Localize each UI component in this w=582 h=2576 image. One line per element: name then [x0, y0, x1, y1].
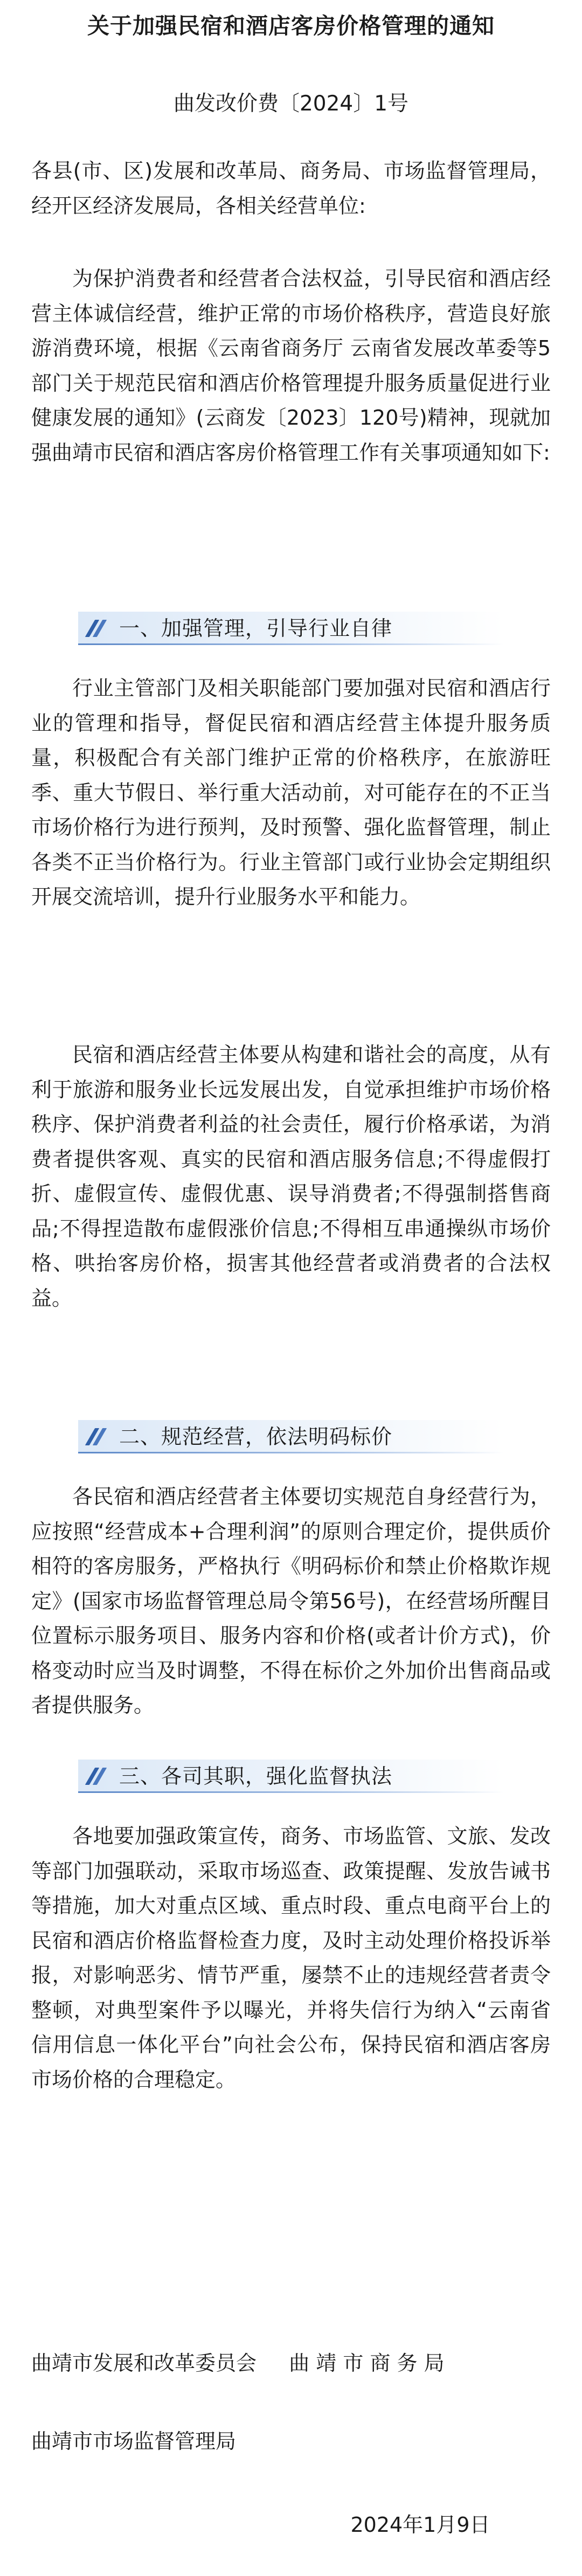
- signatory-row-2: [31, 2425, 551, 2457]
- double-slash-icon: [86, 1765, 109, 1787]
- signatory-row-1: [31, 2347, 551, 2379]
- heading-underline: [78, 643, 504, 645]
- document-title: 关于加强民宿和酒店客房价格管理的通知: [87, 13, 495, 39]
- signatory-commerce: 曲 靖 市 商 务 局: [289, 2351, 445, 2375]
- section-heading-label: 三、各司其职，强化监督执法: [119, 1764, 393, 1788]
- section-2-paragraph-1: 各民宿和酒店经营者主体要切实规范自身经营行为，应按照“经营成本+合理利润”的原则合理定价，提供质价相符的客房服务，严格执行《明码标价和禁止价格欺诈规定》(国家市场监督管理总局令第56号)，在经营场所醒目位置标示服务项目、服务内容和价格(或者计价方式)，价格变动时应当及时调整，不得在标价之外加价出售商品或者提供服务。: [31, 1485, 551, 1717]
- heading-underline: [78, 1791, 504, 1793]
- section-heading-label: 二、规范经营，依法明码标价: [119, 1425, 393, 1449]
- section-heading-2: [78, 1420, 504, 1453]
- section-3-paragraph-1: 各地要加强政策宣传，商务、市场监管、文旅、发改等部门加强联动，采取市场巡查、政策提醒、发放告诫书等措施，加大对重点区域、重点时段、重点电商平台上的民宿和酒店价格监督检查力度，及时主动处理价格投诉举报，对影响恶劣、情节严重，屡禁不止的违规经营者责令整顿，对典型案件予以曝光，并将失信行为纳入“云南省信用信息一体化平台”向社会公布，保持民宿和酒店客房市场价格的合理稳定。: [31, 1824, 551, 2092]
- section-heading-3: [78, 1760, 504, 1793]
- double-slash-icon: [86, 1426, 109, 1448]
- signatory-ndrc: 曲靖市发展和改革委员会: [31, 2351, 257, 2375]
- section-heading-label: 一、加强管理，引导行业自律: [119, 617, 393, 640]
- section-1-paragraph-1: 行业主管部门及相关职能部门要加强对民宿和酒店行业的管理和指导，督促民宿和酒店经营主体提升服务质量，积极配合有关部门维护正常的价格秩序，在旅游旺季、重大节假日、举行重大活动前，对可能存在的不正当市场价格行为进行预判，及时预警、强化监督管理，制止各类不正当价格行为。行业主管部门或行业协会定期组织开展交流培训，提升行业服务水平和能力。: [31, 676, 551, 909]
- document-number: 曲发改价费〔2024〕1号: [173, 92, 409, 116]
- heading-underline: [78, 1452, 504, 1453]
- addressee: 各县(市、区)发展和改革局、商务局、市场监督管理局，经开区经济发展局，各相关经营单位:: [31, 159, 551, 218]
- double-slash-icon: [86, 618, 109, 639]
- section-1-paragraph-2: 民宿和酒店经营主体要从构建和谐社会的高度，从有利于旅游和服务业长远发展出发，自觉承担维护市场价格秩序、保护消费者利益的社会责任，履行价格承诺，为消费者提供客观、真实的民宿和酒店服务信息;不得虚假打折、虚假宣传、虚假优惠、误导消费者;不得强制搭售商品;不得捏造散布虚假涨价信息;不得相互串通操纵市场价格、哄抬客房价格，损害其他经营者或消费者的合法权益。: [31, 1043, 551, 1310]
- signatory-market-regulation: 曲靖市市场监督管理局: [31, 2429, 237, 2453]
- document-date: 2024年1月9日: [350, 2513, 490, 2537]
- intro-paragraph: 为保护消费者和经营者合法权益，引导民宿和酒店经营主体诚信经营，维护正常的市场价格秩序，营造良好旅游消费环境，根据《云南省商务厅 云南省发展改革委等5部门关于规范民宿和酒店价格管理提升服务质量促进行业健康发展的通知》(云商发〔2023〕120号)精神，现就加强曲靖市民宿和酒店客房价格管理工作有关事项通知如下:: [31, 267, 551, 465]
- section-heading-1: [78, 612, 504, 645]
